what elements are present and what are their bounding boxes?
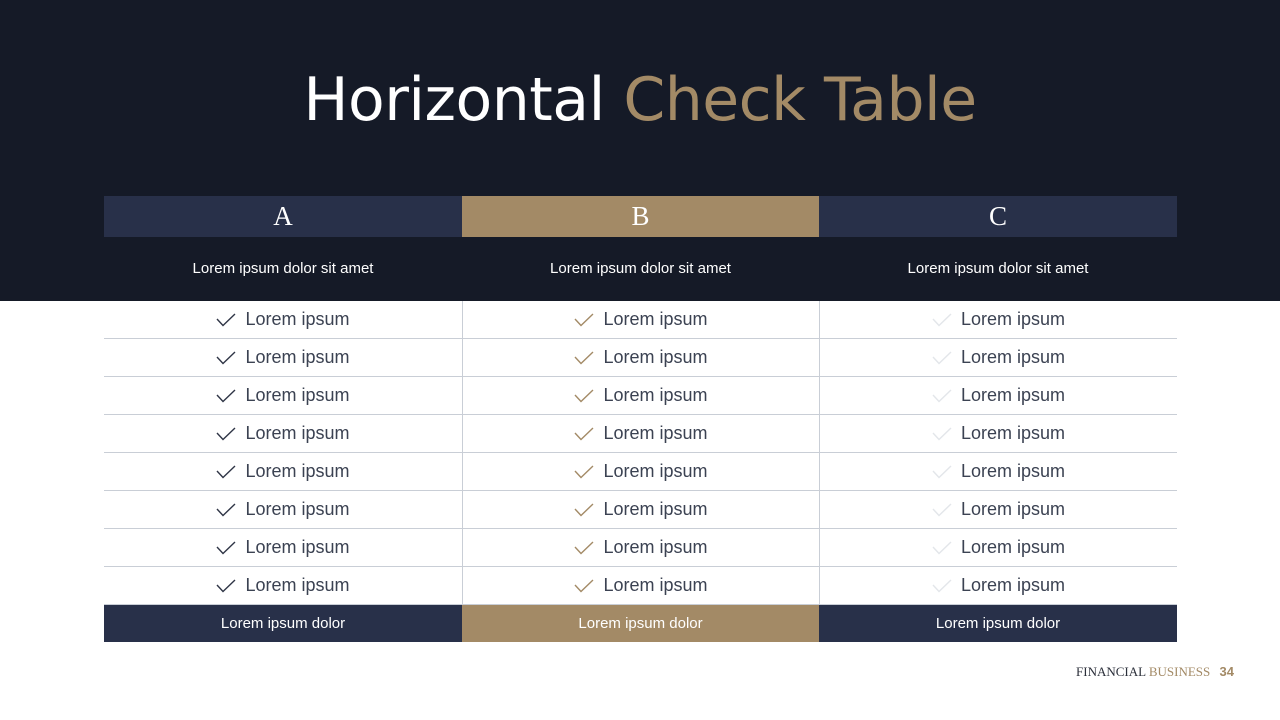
table-column xyxy=(819,196,1177,642)
title-accent: Check Table xyxy=(623,65,977,135)
table-row xyxy=(104,339,462,377)
check-icon xyxy=(932,389,952,403)
table-row xyxy=(463,415,819,453)
check-icon xyxy=(216,503,236,517)
table-row xyxy=(820,453,1177,491)
column-footer: Lorem ipsum dolor xyxy=(819,605,1177,642)
table-row xyxy=(104,301,462,339)
check-icon xyxy=(574,503,594,517)
check-icon xyxy=(932,579,952,593)
check-icon xyxy=(574,541,594,555)
row-label: Lorem ipsum xyxy=(960,347,1066,367)
row-label: Lorem ipsum xyxy=(603,499,708,519)
table-row xyxy=(104,377,462,415)
table-row xyxy=(820,301,1177,339)
row-label: Lorem ipsum xyxy=(603,385,708,405)
column-footer: Lorem ipsum dolor xyxy=(104,605,462,642)
page-title xyxy=(0,62,1280,138)
brand-accent: BUSINESS xyxy=(1148,664,1211,679)
row-label: Lorem ipsum xyxy=(245,461,350,481)
table-row xyxy=(820,529,1177,567)
column-description: Lorem ipsum dolor sit amet xyxy=(192,260,374,277)
check-icon xyxy=(574,465,594,479)
column-heading: C xyxy=(819,196,1177,237)
check-icon xyxy=(932,541,952,555)
check-icon xyxy=(932,503,952,517)
check-icon xyxy=(574,427,594,441)
table-row xyxy=(820,339,1177,377)
check-icon xyxy=(932,465,952,479)
row-label: Lorem ipsum xyxy=(245,575,350,595)
row-label: Lorem ipsum xyxy=(245,309,350,329)
table-column xyxy=(104,196,462,642)
table-row xyxy=(463,491,819,529)
row-label: Lorem ipsum xyxy=(245,347,350,367)
column-heading: A xyxy=(104,196,462,237)
table-row xyxy=(463,377,819,415)
row-label: Lorem ipsum xyxy=(603,461,708,481)
table-row xyxy=(104,415,462,453)
check-icon xyxy=(574,313,594,327)
check-icon xyxy=(216,579,236,593)
slide-footer xyxy=(1076,664,1234,680)
check-icon xyxy=(932,427,952,441)
row-label: Lorem ipsum xyxy=(603,423,708,443)
check-icon xyxy=(216,389,236,403)
table-row xyxy=(463,339,819,377)
table-row xyxy=(104,453,462,491)
column-footer: Lorem ipsum dolor xyxy=(462,605,819,642)
column-heading: B xyxy=(462,196,819,237)
check-icon xyxy=(932,313,952,327)
page-number: 34 xyxy=(1219,664,1234,679)
row-label: Lorem ipsum xyxy=(960,309,1066,329)
row-label: Lorem ipsum xyxy=(245,499,350,519)
check-icon xyxy=(574,351,594,365)
check-icon xyxy=(574,389,594,403)
row-label: Lorem ipsum xyxy=(603,537,708,557)
check-icon xyxy=(574,579,594,593)
table-row xyxy=(820,567,1177,605)
table-row xyxy=(463,301,819,339)
row-label: Lorem ipsum xyxy=(960,499,1066,519)
column-rows xyxy=(819,301,1177,605)
table-row xyxy=(104,567,462,605)
row-label: Lorem ipsum xyxy=(960,575,1066,595)
table-row xyxy=(820,415,1177,453)
row-label: Lorem ipsum xyxy=(245,385,350,405)
check-icon xyxy=(216,541,236,555)
table-row xyxy=(463,529,819,567)
check-icon xyxy=(216,351,236,365)
row-label: Lorem ipsum xyxy=(245,537,350,557)
column-description: Lorem ipsum dolor sit amet xyxy=(550,260,731,277)
table-column xyxy=(462,196,819,642)
check-icon xyxy=(932,351,952,365)
row-label: Lorem ipsum xyxy=(603,309,708,329)
row-label: Lorem ipsum xyxy=(960,537,1066,557)
column-description: Lorem ipsum dolor sit amet xyxy=(907,260,1089,277)
check-icon xyxy=(216,427,236,441)
table-row xyxy=(104,491,462,529)
title-main: Horizontal xyxy=(303,65,605,135)
table-row xyxy=(820,491,1177,529)
table-row xyxy=(820,377,1177,415)
row-label: Lorem ipsum xyxy=(960,385,1066,405)
row-label: Lorem ipsum xyxy=(245,423,350,443)
column-rows xyxy=(462,301,819,605)
row-label: Lorem ipsum xyxy=(960,461,1066,481)
table-row xyxy=(463,453,819,491)
table-row xyxy=(463,567,819,605)
brand-main: FINANCIAL xyxy=(1076,664,1146,679)
column-rows xyxy=(104,301,462,605)
table-row xyxy=(104,529,462,567)
check-icon xyxy=(216,465,236,479)
row-label: Lorem ipsum xyxy=(603,347,708,367)
check-icon xyxy=(216,313,236,327)
row-label: Lorem ipsum xyxy=(603,575,708,595)
row-label: Lorem ipsum xyxy=(960,423,1066,443)
